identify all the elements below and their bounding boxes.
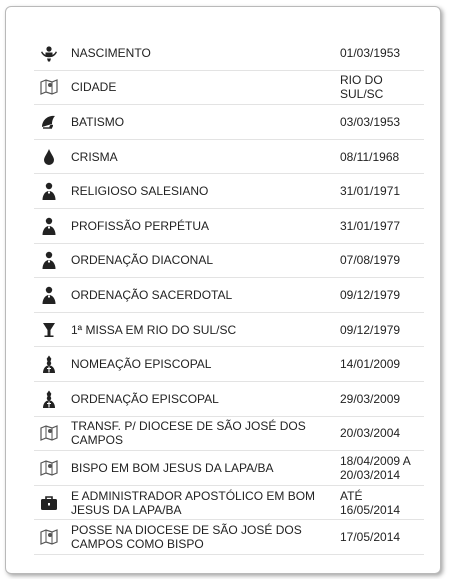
timeline-card xyxy=(5,6,441,574)
timeline-row xyxy=(34,417,424,452)
map-icon xyxy=(38,76,60,98)
event-label: BATISMO xyxy=(71,114,125,129)
event-label: 1ª MISSA EM RIO DO SUL/SC xyxy=(71,322,237,337)
timeline-list xyxy=(34,36,424,555)
briefcase-icon xyxy=(38,492,60,514)
event-date: 31/01/1971 xyxy=(340,184,401,199)
baby-in-hands-icon xyxy=(38,42,60,64)
timeline-row xyxy=(34,244,424,279)
event-date: 29/03/2009 xyxy=(340,391,401,406)
event-label: E ADMINISTRADOR APOSTÓLICO EM BOM JESUS DA LAPA/BA xyxy=(71,488,316,517)
event-label: POSSE NA DIOCESE DE SÃO JOSÉ DOS CAMPOS COMO BISPO xyxy=(71,523,302,552)
event-date: 18/04/2009 A 20/03/2014 xyxy=(340,453,411,482)
event-label: PROFISSÃO PERPÉTUA xyxy=(71,218,210,233)
timeline-row xyxy=(34,313,424,348)
priest-icon xyxy=(38,284,60,306)
event-date: 01/03/1953 xyxy=(340,45,401,60)
timeline-row xyxy=(34,486,424,521)
event-label: TRANSF. P/ DIOCESE DE SÃO JOSÉ DOS CAMPOS xyxy=(71,419,306,448)
event-label: BISPO EM BOM JESUS DA LAPA/BA xyxy=(71,460,274,475)
event-date: 09/12/1979 xyxy=(340,322,401,337)
map-icon xyxy=(38,526,60,548)
timeline-row xyxy=(34,71,424,106)
event-label: NOMEAÇÃO EPISCOPAL xyxy=(71,357,212,372)
map-icon xyxy=(38,422,60,444)
event-date: 08/11/1968 xyxy=(340,149,400,164)
baptism-shell-icon xyxy=(38,111,60,133)
chalice-icon xyxy=(38,319,60,341)
priest-icon xyxy=(38,249,60,271)
event-date: 07/08/1979 xyxy=(340,253,401,268)
timeline-row xyxy=(34,382,424,417)
event-date: 31/01/1977 xyxy=(340,218,401,233)
bishop-icon xyxy=(38,388,60,410)
event-label: ORDENAÇÃO EPISCOPAL xyxy=(71,391,219,406)
event-date: 17/05/2014 xyxy=(340,530,401,545)
event-label: RELIGIOSO SALESIANO xyxy=(71,184,209,199)
timeline-row xyxy=(34,347,424,382)
oil-drop-icon xyxy=(38,146,60,168)
event-date: 03/03/1953 xyxy=(340,114,401,129)
bishop-icon xyxy=(38,353,60,375)
event-date: 20/03/2004 xyxy=(340,426,401,441)
event-date: 09/12/1979 xyxy=(340,287,401,302)
timeline-row xyxy=(34,140,424,175)
priest-icon xyxy=(38,180,60,202)
timeline-row xyxy=(34,174,424,209)
timeline-row xyxy=(34,520,424,555)
event-date: 14/01/2009 xyxy=(340,357,401,372)
event-date: RIO DO SUL/SC xyxy=(340,73,384,102)
priest-icon xyxy=(38,215,60,237)
timeline-row xyxy=(34,451,424,486)
timeline-row xyxy=(34,278,424,313)
event-label: ORDENAÇÃO DIACONAL xyxy=(71,253,214,268)
event-date: ATÉ 16/05/2014 xyxy=(340,488,401,517)
event-label: ORDENAÇÃO SACERDOTAL xyxy=(71,287,233,302)
timeline-row xyxy=(34,36,424,71)
map-icon xyxy=(38,457,60,479)
timeline-row xyxy=(34,209,424,244)
event-label: CIDADE xyxy=(71,80,117,95)
timeline-row xyxy=(34,105,424,140)
event-label: NASCIMENTO xyxy=(71,45,151,60)
event-label: CRISMA xyxy=(71,149,118,164)
